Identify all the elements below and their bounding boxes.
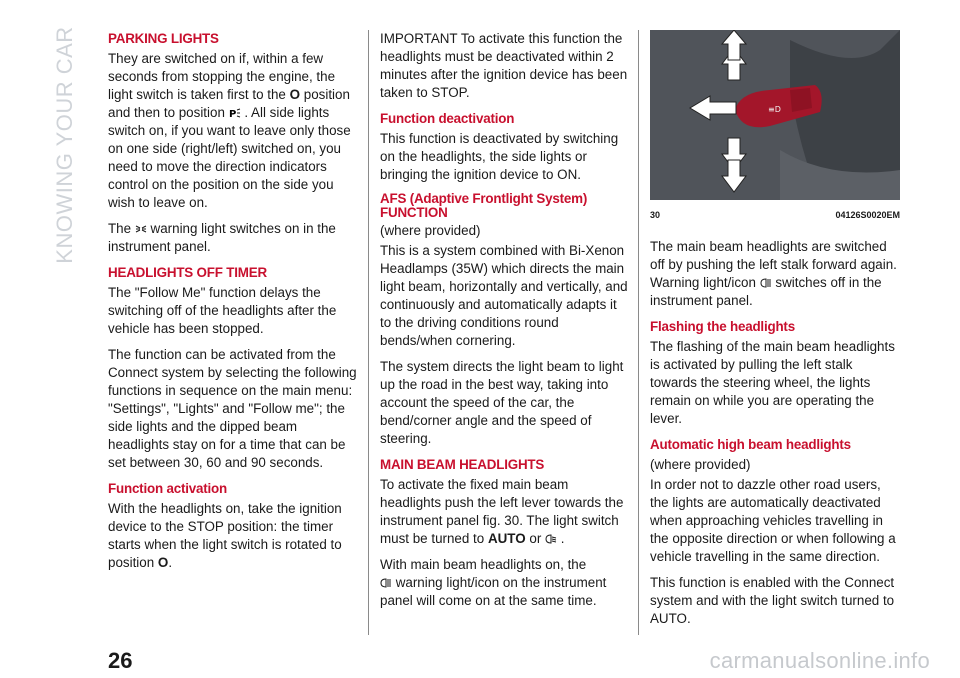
afs-provided-note: (where provided) bbox=[380, 223, 481, 238]
figure-number: 30 bbox=[650, 210, 661, 220]
main-beam-paragraph-2: With main beam headlights on, the warning light/icon on the instrument panel will come on at the same time. bbox=[380, 557, 607, 608]
column-divider bbox=[638, 30, 639, 635]
afs-paragraph-1: This is a system combined with Bi-Xenon Headlamps (35W) which directs the main light beam, horizontally and vertically, and continuously and automatically adapts it to the driving conditions round bends/when cornering. bbox=[380, 243, 628, 348]
watermark: carmanualsonline.info bbox=[709, 648, 930, 673]
heading-flashing-headlights: Flashing the headlights bbox=[650, 319, 795, 334]
activation-paragraph: With the headlights on, take the ignition device to the STOP position: the timer starts when the light switch is rotated to position O. bbox=[108, 501, 342, 570]
page-number: 26 bbox=[108, 648, 133, 673]
figure-code: 04126S0020EM bbox=[835, 210, 900, 220]
stalk-illustration bbox=[650, 30, 900, 200]
parking-paragraph-1: They are switched on if, within a few seconds from stopping the engine, the light switch is taken first to the O position and then to position P . All side lights switch on, if you want to leave only those on one side (right/left) switched on, you need to move the direction indicators control on the position on the side you wish to leave on. bbox=[108, 51, 351, 210]
afs-paragraph-2: The system directs the light beam to light up the road in the best way, taking into account the speed of the car, the bend/corner angle and the speed of steering. bbox=[380, 359, 624, 446]
main-beam-off-paragraph: The main beam headlights are switched off by pushing the left stalk forward again. Warning light/icon switches off in the instrument panel. bbox=[650, 239, 897, 308]
parking-light-icon bbox=[229, 108, 241, 118]
svg-text:P: P bbox=[228, 109, 236, 119]
column-divider bbox=[368, 30, 369, 635]
timer-paragraph-2: The function can be activated from the Connect system by selecting the following functions in sequence on the main menu: "Settings", "Lights" and "Follow me"; the side lights and the dipped beam headlights stay on for a time that can be set between 30, 60 and 90 seconds. bbox=[108, 347, 357, 470]
auto-provided-note: (where provided) bbox=[650, 457, 751, 472]
heading-function-activation: Function activation bbox=[108, 481, 227, 496]
important-paragraph: IMPORTANT To activate this function the headlights must be deactivated within 2 minutes after the ignition device has been taken to STOP. bbox=[380, 31, 628, 100]
figure-caption bbox=[650, 206, 900, 224]
heading-afs-function: AFS (Adaptive Frontlight System) FUNCTION bbox=[380, 191, 588, 220]
timer-paragraph-1: The "Follow Me" function delays the switching off of the headlights after the vehicle has been stopped. bbox=[108, 285, 337, 336]
main-beam-icon bbox=[760, 278, 772, 288]
svg-text:≡D: ≡D bbox=[768, 105, 781, 114]
section-sidebar bbox=[50, 26, 80, 264]
dipped-beam-icon bbox=[545, 534, 557, 544]
auto-paragraph-2: This function is enabled with the Connect system and with the light switch turned to AUTO. bbox=[650, 575, 895, 626]
side-lights-icon bbox=[135, 224, 147, 234]
deactivation-paragraph: This function is deactivated by switching on the headlights, the side lights or bringing the ignition device to ON. bbox=[380, 131, 619, 182]
heading-main-beam-headlights: MAIN BEAM HEADLIGHTS bbox=[380, 457, 545, 472]
column-2 bbox=[380, 30, 630, 618]
column-1 bbox=[108, 30, 358, 580]
auto-paragraph-1: In order not to dazzle other road users, the lights are automatically deactivated when approaching vehicles travelling in the opposite direction or when following a vehicle travelling in the same direction. bbox=[650, 477, 896, 564]
parking-paragraph-2: The warning light switches on in the instrument panel. bbox=[108, 221, 336, 254]
heading-parking-lights: PARKING LIGHTS bbox=[108, 31, 219, 46]
main-beam-icon bbox=[380, 578, 392, 588]
main-beam-paragraph-1: To activate the fixed main beam headlights push the left lever towards the instrument panel fig. 30. The light switch must be turned to AUTO or . bbox=[380, 477, 624, 546]
flashing-paragraph: The flashing of the main beam headlights is activated by pulling the left stalk towards the steering wheel, the lights remain on while you are operating the lever. bbox=[650, 339, 895, 426]
heading-automatic-high-beam: Automatic high beam headlights bbox=[650, 437, 851, 452]
heading-headlights-off-timer: HEADLIGHTS OFF TIMER bbox=[108, 265, 267, 280]
column-3 bbox=[650, 30, 900, 636]
stalk-diagram bbox=[650, 30, 900, 200]
section-title: KNOWING YOUR CAR bbox=[52, 26, 77, 264]
heading-function-deactivation: Function deactivation bbox=[380, 111, 515, 126]
